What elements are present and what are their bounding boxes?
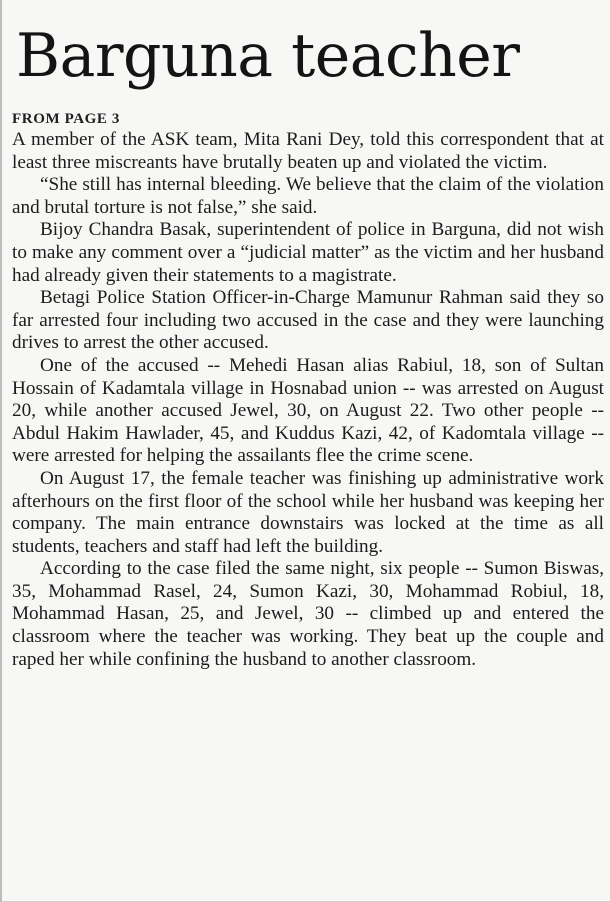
paragraph: “She still has internal bleeding. We believe that the claim of the violation and brutal torture is not false,” she said.	[12, 174, 604, 218]
paragraph: A member of the ASK team, Mita Rani Dey, told this correspondent that at least three miscreants have brutally beaten up and violated the victim.	[12, 129, 604, 173]
article-body	[12, 129, 604, 671]
paragraph: Bijoy Chandra Basak, superintendent of police in Barguna, did not wish to make any comment over a “judicial matter” as the victim and her husband had already given their statements to a magistrate.	[12, 219, 604, 286]
headline: Barguna teacher	[16, 21, 520, 91]
paragraph: According to the case filed the same night, six people -- Sumon Biswas, 35, Mohammad Rasel, 24, Sumon Kazi, 30, Mohammad Robiul, 18, Mohammad Hasan, 25, and Jewel, 30 -- climbed up and entered the classroom where the teacher was working. They beat up the couple and raped her while confining the husband to another classroom.	[12, 558, 604, 670]
paragraph: Betagi Police Station Officer-in-Charge Mamunur Rahman said they so far arrested four including two accused in the case and they were launching drives to arrest the other accused.	[12, 287, 604, 354]
jump-line: FROM PAGE 3	[12, 111, 120, 127]
paragraph: On August 17, the female teacher was finishing up administrative work afterhours on the first floor of the school while her husband was keeping her company. The main entrance downstairs was locked at the time as all students, teachers and staff had left the building.	[12, 467, 604, 557]
paragraph: One of the accused -- Mehedi Hasan alias Rabiul, 18, son of Sultan Hossain of Kadamtala village in Hosnabad union -- was arrested on August 20, while another accused Jewel, 30, on August 22. Two other people -- Abdul Hakim Hawlader, 45, and Kuddus Kazi, 42, of Kadomtala village -- were arrested for helping the assailants flee the crime scene.	[12, 354, 604, 467]
